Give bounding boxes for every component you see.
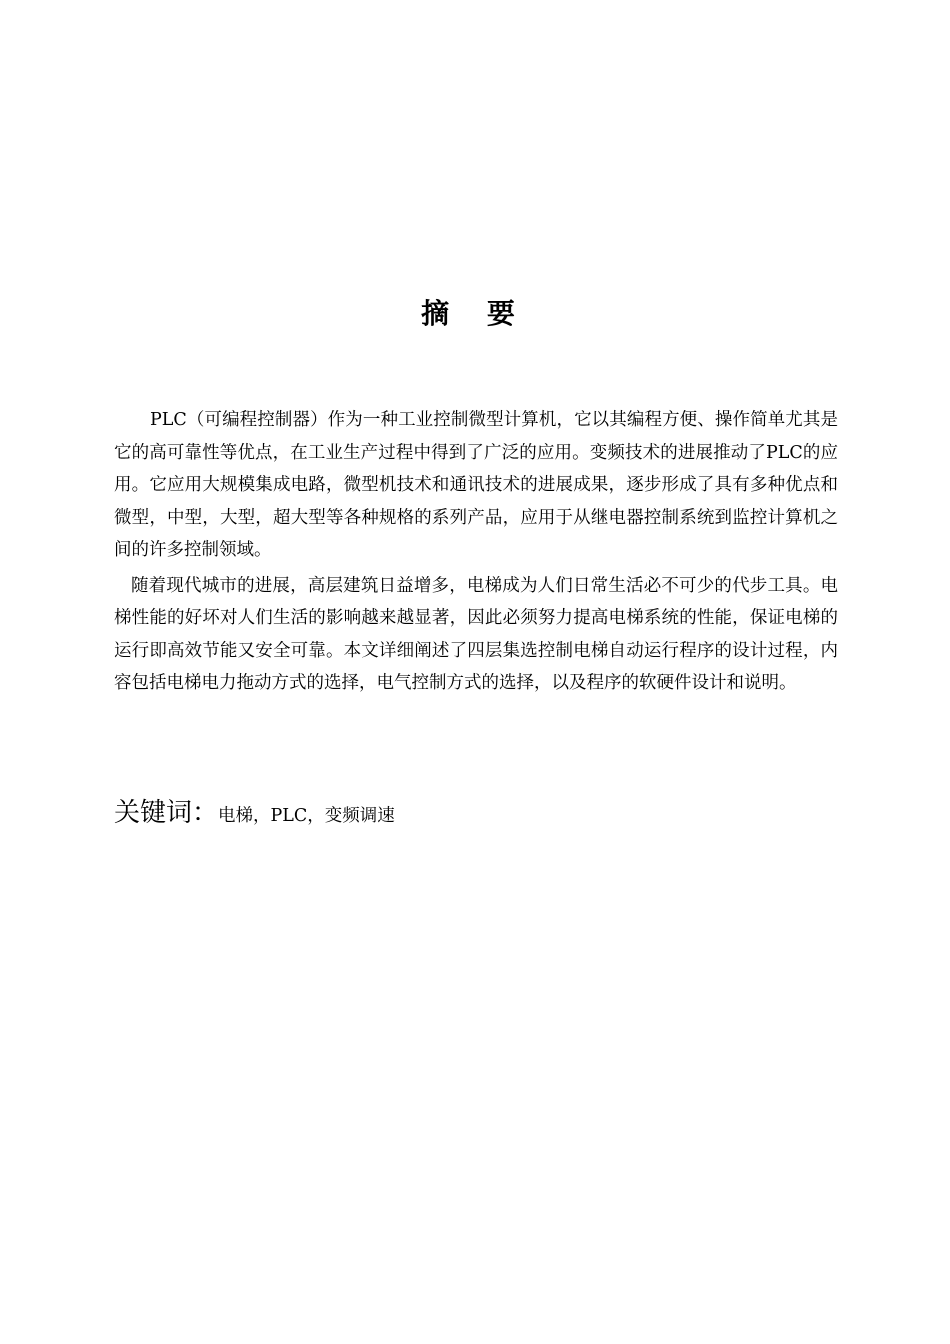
abstract-body	[114, 404, 838, 700]
keywords-value: 电梯，PLC，变频调速	[218, 806, 395, 826]
abstract-paragraph-2: 随着现代城市的进展，高层建筑日益增多，电梯成为人们日常生活必不可少的代步工具。电梯性能的好坏对人们生活的影响越来越显著，因此必须努力提高电梯系统的性能，保证电梯的运行即高效节能又安全可靠。本文详细阐述了四层集选控制电梯自动运行程序的设计过程，内容包括电梯电力拖动方式的选择，电气控制方式的选择，以及程序的软硬件设计和说明。	[114, 575, 838, 693]
keywords-line	[114, 794, 838, 835]
keywords-label: 关键词：	[114, 798, 219, 828]
abstract-paragraph-1: PLC（可编程控制器）作为一种工业控制微型计算机，它以其编程方便、操作简单尤其是它的高可靠性等优点，在工业生产过程中得到了广泛的应用。变频技术的进展推动了PLC的应用。它应用大规模集成电路，微型机技术和通讯技术的进展成果，逐步形成了具有多种优点和微型，中型，大型，超大型等各种规格的系列产品，应用于从继电器控制系统到监控计算机之间的许多控制领域。	[114, 410, 838, 560]
page-title: 摘 要	[421, 297, 529, 330]
